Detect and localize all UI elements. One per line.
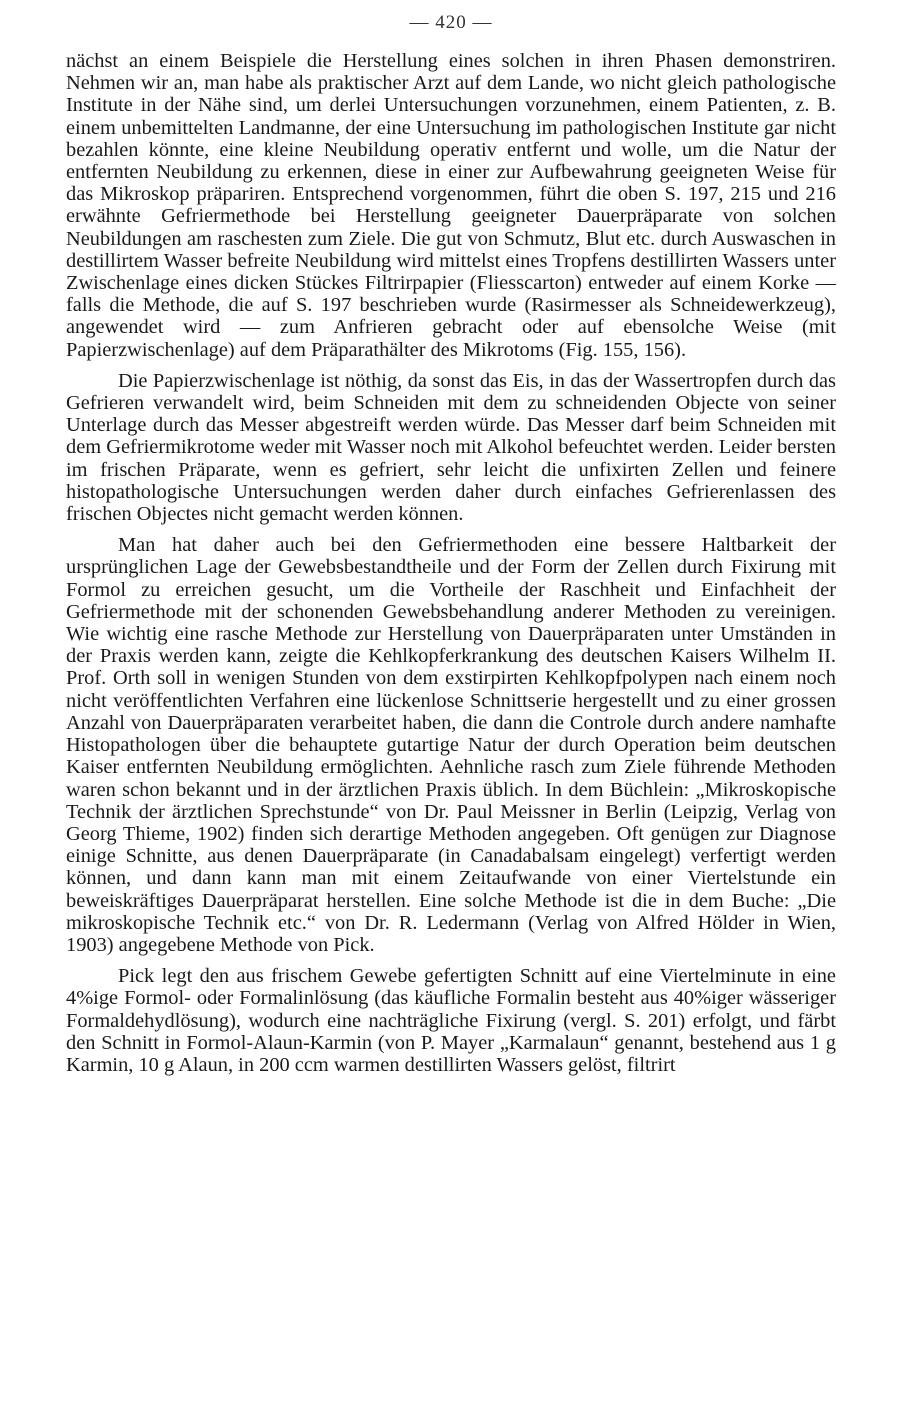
paragraph-4: Pick legt den aus frischem Gewebe gefertigten Schnitt auf eine Viertelminute in eine 4%ige Formol- oder Formalinlösung (das käufliche Formalin besteht aus 40%iger wässeriger Formaldehydlösung), wodurch eine nachträgliche Fixirung (vergl. S. 201) erfolgt, und färbt den Schnitt in Formol-Alaun-Karmin (von P. Mayer „Karmalaun“ genannt, bestehend aus 1 g Karmin, 10 g Alaun, in 200 ccm warmen destillirten Wassers gelöst, filtrirt: [66, 965, 836, 1076]
paragraph-1: nächst an einem Beispiele die Herstellung eines solchen in ihren Phasen demonstriren. Nehmen wir an, man habe als praktischer Arzt auf dem Lande, wo nicht gleich pathologische Institute in der Nähe sind, um derlei Untersuchungen vorzunehmen, einem Patienten, z. B. einem unbemittelten Landmanne, der eine Untersuchung im pathologischen Institute gar nicht bezahlen könnte, eine kleine Neubildung operativ entfernt und wolle, um die Natur der entfernten Neubildung zu erkennen, diese in einer zur Aufbewahrung geeigneten Weise für das Mikroskop präpariren. Entsprechend vorgenommen, führt die oben S. 197, 215 und 216 erwähnte Gefriermethode bei Herstellung geeigneter Dauerpräparate von solchen Neubildungen am raschesten zum Ziele. Die gut von Schmutz, Blut etc. durch Auswaschen in destillirtem Wasser befreite Neubildung wird mittelst eines Tropfens destillirten Wassers unter Zwischenlage eines dicken Stückes Filtrirpapier (Fliesscarton) entweder auf einem Korke — falls die Methode, die auf S. 197 beschrieben wurde (Rasirmesser als Schneidewerkzeug), angewendet wird — zum Anfrieren gebracht oder auf ebensolche Weise (mit Papierzwischenlage) auf dem Präparathälter des Mikrotoms (Fig. 155, 156).: [66, 50, 836, 361]
paragraph-2: Die Papierzwischenlage ist nöthig, da sonst das Eis, in das der Wassertropfen durch das Gefrieren verwandelt wird, beim Schneiden mit dem zu schneidenden Objecte von seiner Unterlage durch das Messer abgestreift werden würde. Das Messer darf beim Schneiden mit dem Gefriermikrotome weder mit Wasser noch mit Alkohol befeuchtet werden. Leider bersten im frischen Präparate, wenn es gefriert, sehr leicht die unfixirten Zellen und feinere histopathologische Untersuchungen werden daher durch einfaches Gefrierenlassen des frischen Objectes nicht gemacht werden können.: [66, 369, 836, 526]
page-number: — 420 —: [409, 12, 493, 33]
book-page: [66, 12, 836, 1076]
paragraph-3: Man hat daher auch bei den Gefriermethoden eine bessere Haltbarkeit der ursprünglichen Lage der Gewebsbestandtheile und der Form der Zellen durch Fixirung mit Formol zu erreichen gesucht, um die Vortheile der Raschheit und Einfachheit der Gefriermethode mit der schonenden Gewebsbehandlung anderer Methoden zu vereinigen. Wie wichtig eine rasche Methode zur Herstellung von Dauerpräparaten unter Umständen in der Praxis werden kann, zeigte die Kehlkopferkrankung des deutschen Kaisers Wilhelm II. Prof. Orth soll in wenigen Stunden von dem exstirpirten Kehlkopfpolypen nach einem noch nicht veröffentlichten Verfahren eine lückenlose Schnittserie hergestellt und zu einer grossen Anzahl von Dauerpräparaten verarbeitet haben, die dann die Controle durch andere namhafte Histopathologen über die behauptete gutartige Natur der durch Operation beim deutschen Kaiser entfernten Neubildung ermöglichten. Aehnliche rasch zum Ziele führende Methoden waren schon bekannt und in der ärztlichen Praxis üblich. In dem Büchlein: „Mikroskopische Technik der ärztlichen Sprechstunde“ von Dr. Paul Meissner in Berlin (Leipzig, Verlag von Georg Thieme, 1902) finden sich derartige Methoden angegeben. Oft genügen zur Diagnose einige Schnitte, aus denen Dauerpräparate (in Canadabalsam eingelegt) verfertigt werden können, und dann kann man mit einem Zeitaufwande von einer Viertelstunde ein beweiskräftiges Dauerpräparat herstellen. Eine solche Methode ist die in dem Buche: „Die mikroskopische Technik etc.“ von Dr. R. Ledermann (Verlag von Alfred Hölder in Wien, 1903) angegebene Methode von Pick.: [66, 534, 836, 956]
